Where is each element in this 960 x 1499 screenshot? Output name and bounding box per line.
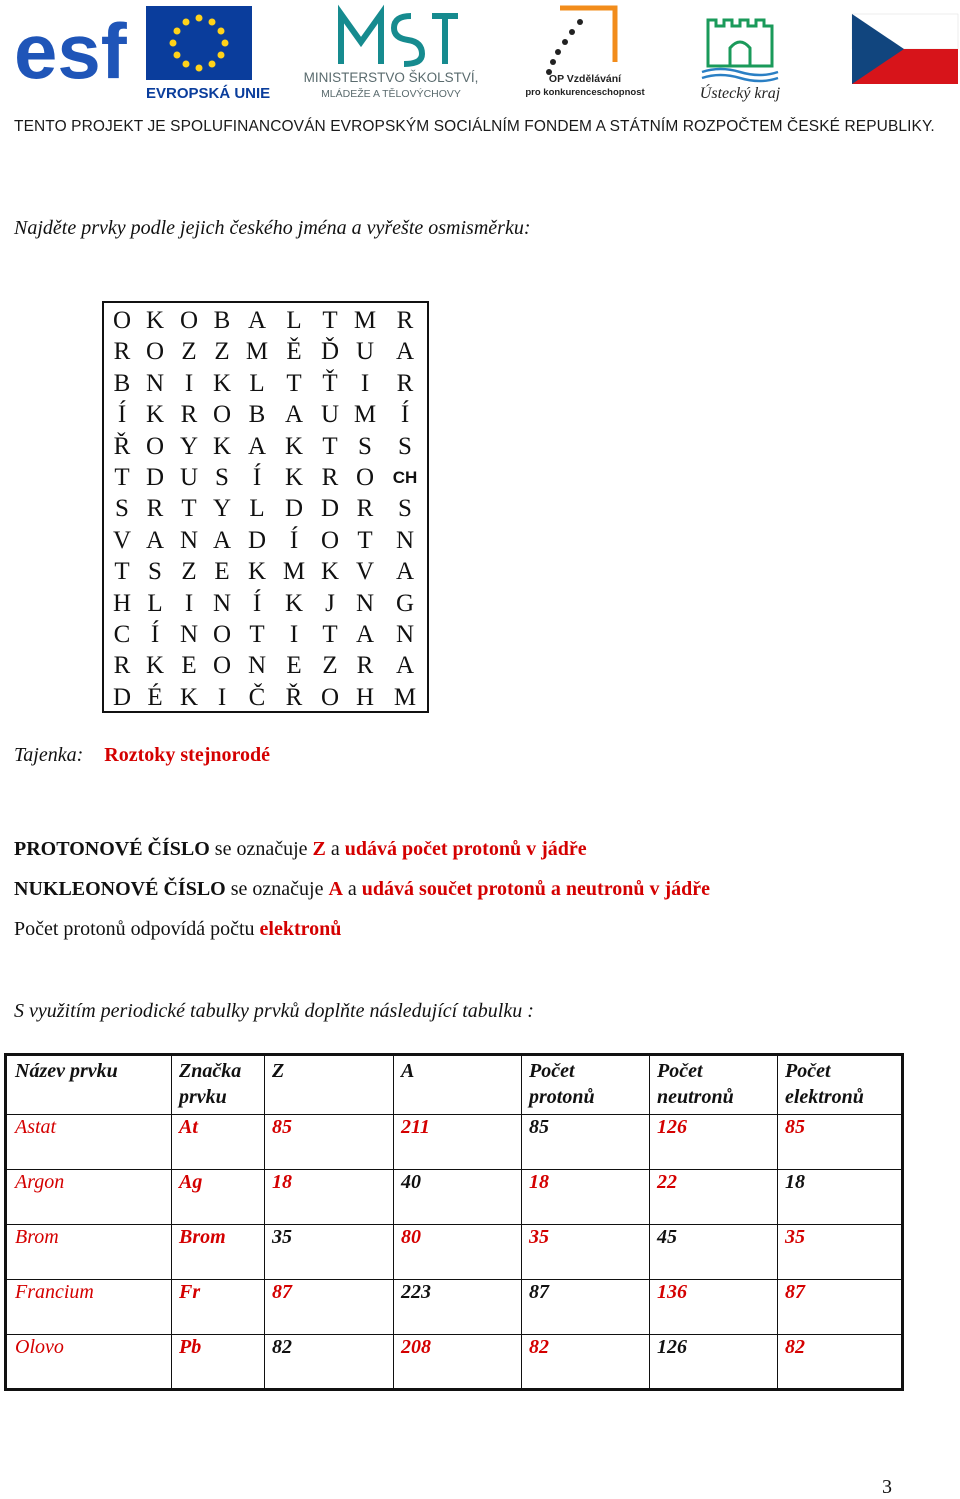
header-logos bbox=[0, 0, 960, 112]
grid-cell: O bbox=[355, 464, 375, 491]
grid-cell: Ě bbox=[286, 338, 302, 366]
table-header-line: Z bbox=[272, 1060, 285, 1082]
grid-cell: I bbox=[184, 369, 194, 397]
table-cell: 126 bbox=[657, 1116, 687, 1138]
op-dots-icon bbox=[546, 19, 583, 75]
grid-cell: R bbox=[356, 495, 374, 523]
table-header-line: Značka bbox=[179, 1060, 242, 1082]
table-col-divider bbox=[264, 1056, 265, 1388]
op-line2: pro konkurenceschopnost bbox=[525, 87, 645, 98]
table-cell: 87 bbox=[272, 1281, 292, 1303]
table-header bbox=[401, 1058, 414, 1084]
grid-cell: O bbox=[112, 307, 132, 334]
grid-cell: S bbox=[358, 432, 372, 460]
def2-term: NUKLEONOVÉ ČÍSLO bbox=[14, 878, 226, 900]
table-cell: 85 bbox=[272, 1116, 292, 1138]
grid-cell: O bbox=[145, 338, 165, 366]
grid-cell: R bbox=[396, 369, 414, 397]
grid-cell: B bbox=[213, 307, 231, 334]
grid-cell: V bbox=[112, 526, 132, 554]
table-cell: 82 bbox=[529, 1336, 549, 1358]
table-cell: 85 bbox=[529, 1116, 549, 1138]
grid-cell: Ď bbox=[320, 338, 340, 366]
grid-cell: O bbox=[212, 621, 232, 648]
table-element-name: Astat bbox=[15, 1116, 57, 1138]
table-cell: 35 bbox=[785, 1226, 805, 1248]
project-banner: TENTO PROJEKT JE SPOLUFINANCOVÁN EVROPSKÝM SOCIÁLNÍM FONDEM A STÁTNÍM ROZPOČTEM ČESKÉ REPUBLIKY. bbox=[14, 118, 935, 135]
grid-cell: R bbox=[396, 307, 414, 334]
grid-cell: I bbox=[217, 683, 227, 711]
grid-cell: A bbox=[395, 338, 415, 366]
waves-icon bbox=[702, 69, 778, 81]
grid-cell: Z bbox=[214, 338, 230, 366]
table-header bbox=[785, 1058, 864, 1110]
grid-cell: H bbox=[355, 683, 375, 711]
grid-cell: D bbox=[145, 464, 165, 491]
castle-icon bbox=[708, 20, 772, 66]
grid-cell: M bbox=[245, 338, 269, 366]
grid-cell: R bbox=[180, 401, 198, 429]
definition-electrons bbox=[14, 918, 341, 941]
grid-cell: L bbox=[249, 369, 265, 397]
grid-cell: O bbox=[212, 652, 232, 680]
grid-cell: O bbox=[212, 401, 232, 429]
grid-cell: A bbox=[355, 621, 375, 648]
table-header bbox=[15, 1058, 118, 1084]
tajenka-label: Tajenka: bbox=[14, 744, 84, 766]
table-cell: 82 bbox=[272, 1336, 292, 1358]
word-search-instruction: Najděte prvky podle jejich českého jména a vyřešte osmisměrku: bbox=[14, 217, 531, 239]
grid-cell: N bbox=[179, 621, 199, 648]
grid-cell: Í bbox=[252, 589, 262, 617]
grid-cell: D bbox=[320, 495, 340, 523]
table-header-line: A bbox=[401, 1060, 415, 1082]
grid-cell: A bbox=[145, 526, 165, 554]
grid-cell: L bbox=[286, 307, 302, 334]
grid-cell: M bbox=[353, 401, 377, 429]
grid-cell: O bbox=[179, 307, 199, 334]
grid-cell: E bbox=[181, 652, 197, 680]
def1-symbol: Z bbox=[312, 838, 326, 860]
czech-flag-icon bbox=[852, 14, 958, 84]
grid-cell: R bbox=[113, 338, 131, 366]
grid-cell: K bbox=[145, 652, 165, 680]
op-logo bbox=[520, 2, 650, 100]
grid-cell: M bbox=[353, 307, 377, 334]
grid-cell: S bbox=[148, 558, 162, 586]
table-row-divider bbox=[7, 1224, 901, 1225]
table-header bbox=[657, 1058, 734, 1110]
table-cell: 22 bbox=[657, 1171, 677, 1193]
grid-cell: A bbox=[212, 526, 232, 554]
grid-cell: T bbox=[322, 621, 338, 648]
grid-cell: N bbox=[247, 652, 267, 680]
grid-cell: N bbox=[355, 589, 375, 617]
grid-cell: Í bbox=[400, 401, 410, 429]
grid-cell: T bbox=[286, 369, 302, 397]
table-cell: 136 bbox=[657, 1281, 687, 1303]
table-header-line: Počet bbox=[785, 1060, 831, 1082]
grid-cell: U bbox=[179, 464, 199, 491]
table-header-line: neutronů bbox=[657, 1086, 734, 1108]
grid-cell: O bbox=[320, 526, 340, 554]
grid-cell: R bbox=[321, 464, 339, 491]
table-cell: 87 bbox=[529, 1281, 549, 1303]
table-header-line: elektronů bbox=[785, 1086, 864, 1108]
table-header-line: prvku bbox=[179, 1086, 227, 1108]
tajenka bbox=[14, 744, 270, 767]
grid-cell: Í bbox=[252, 464, 262, 491]
table-row-divider bbox=[7, 1334, 901, 1335]
grid-cell: Z bbox=[181, 338, 197, 366]
table-cell: 82 bbox=[785, 1336, 805, 1358]
def2-mid: se označuje bbox=[225, 878, 329, 900]
table-cell: 80 bbox=[401, 1226, 421, 1248]
grid-cell: K bbox=[320, 558, 340, 586]
grid-cell: L bbox=[249, 495, 265, 523]
table-cell: Fr bbox=[179, 1281, 201, 1303]
grid-cell: A bbox=[395, 558, 415, 586]
grid-cell: CH bbox=[392, 468, 418, 487]
table-cell: 18 bbox=[785, 1171, 805, 1193]
kraj-caption: Ústecký kraj bbox=[699, 85, 781, 102]
eu-caption: EVROPSKÁ UNIE bbox=[146, 85, 271, 102]
msmt-emblem-icon bbox=[341, 14, 458, 64]
grid-cell: É bbox=[147, 683, 163, 711]
table-cell: Brom bbox=[179, 1226, 226, 1248]
grid-cell: K bbox=[212, 369, 232, 397]
grid-cell: R bbox=[356, 652, 374, 680]
table-element-name: Brom bbox=[15, 1226, 59, 1248]
grid-cell: N bbox=[395, 621, 415, 648]
grid-cell: K bbox=[284, 432, 304, 460]
grid-cell: M bbox=[282, 558, 306, 586]
grid-cell: U bbox=[320, 401, 340, 429]
page-number: 3 bbox=[882, 1476, 892, 1498]
grid-cell: N bbox=[179, 526, 199, 554]
table-col-divider bbox=[393, 1056, 394, 1388]
grid-cell: K bbox=[284, 589, 304, 617]
grid-cell: S bbox=[115, 495, 129, 523]
grid-cell: D bbox=[112, 683, 132, 711]
table-cell: 35 bbox=[272, 1226, 292, 1248]
grid-cell: T bbox=[322, 432, 338, 460]
grid-cell: U bbox=[355, 338, 375, 366]
def1-term: PROTONOVÉ ČÍSLO bbox=[14, 838, 210, 860]
grid-cell: Č bbox=[248, 683, 266, 711]
grid-cell: S bbox=[215, 464, 229, 491]
op-line1: OP Vzdělávání bbox=[548, 73, 622, 85]
table-header bbox=[529, 1058, 595, 1110]
grid-cell: C bbox=[113, 621, 131, 648]
grid-cell: Ť bbox=[322, 369, 338, 397]
grid-cell: S bbox=[398, 495, 412, 523]
table-cell: At bbox=[179, 1116, 198, 1138]
grid-cell: Ř bbox=[285, 683, 303, 711]
table-element-name: Olovo bbox=[15, 1336, 64, 1358]
msmt-line1: MINISTERSTVO ŠKOLSTVÍ, bbox=[303, 70, 479, 85]
def3-text: Počet protonů odpovídá počtu bbox=[14, 918, 260, 940]
grid-cell: T bbox=[322, 307, 338, 334]
grid-cell: V bbox=[355, 558, 375, 586]
table-cell: 87 bbox=[785, 1281, 805, 1303]
grid-cell: A bbox=[395, 652, 415, 680]
table-col-divider bbox=[649, 1056, 650, 1388]
table-col-divider bbox=[171, 1056, 172, 1388]
table-cell: 211 bbox=[401, 1116, 430, 1138]
grid-cell: Í bbox=[289, 526, 299, 554]
table-row-divider bbox=[7, 1114, 901, 1115]
kraj-logo bbox=[690, 6, 790, 104]
table-header-line: Název prvku bbox=[15, 1060, 118, 1082]
esf-logo-text: esf bbox=[14, 7, 127, 95]
table-element-name: Francium bbox=[15, 1281, 94, 1303]
table-cell: 18 bbox=[272, 1171, 292, 1193]
grid-cell: O bbox=[145, 432, 165, 460]
grid-cell: B bbox=[248, 401, 266, 429]
grid-cell: N bbox=[212, 589, 232, 617]
def1-conj: a bbox=[325, 838, 345, 860]
grid-cell: H bbox=[112, 589, 132, 617]
grid-cell: K bbox=[247, 558, 267, 586]
grid-cell: R bbox=[146, 495, 164, 523]
table-cell: Pb bbox=[179, 1336, 202, 1358]
table-cell: 35 bbox=[529, 1226, 549, 1248]
grid-cell: I bbox=[289, 621, 299, 648]
grid-cell: K bbox=[145, 307, 165, 334]
grid-cell: B bbox=[113, 369, 131, 397]
table-cell: 40 bbox=[401, 1171, 421, 1193]
table-cell: 45 bbox=[657, 1226, 677, 1248]
tajenka-answer: Roztoky stejnorodé bbox=[104, 744, 270, 766]
grid-cell: D bbox=[284, 495, 304, 523]
grid-cell: K bbox=[145, 401, 165, 429]
grid-cell: D bbox=[247, 526, 267, 554]
table-header-line: protonů bbox=[529, 1086, 595, 1108]
def2-conj: a bbox=[342, 878, 362, 900]
table-cell: 126 bbox=[657, 1336, 687, 1358]
grid-cell: K bbox=[212, 432, 232, 460]
table-cell: 223 bbox=[401, 1281, 431, 1303]
table-cell: 208 bbox=[401, 1336, 431, 1358]
grid-cell: Z bbox=[181, 558, 197, 586]
grid-cell: Í bbox=[150, 621, 160, 648]
grid-cell: I bbox=[360, 369, 370, 397]
table-cell: 18 bbox=[529, 1171, 549, 1193]
definition-nucleon-number bbox=[14, 878, 710, 901]
grid-cell: A bbox=[284, 401, 304, 429]
table-element-name: Argon bbox=[15, 1171, 65, 1193]
grid-cell: O bbox=[320, 683, 340, 711]
msmt-logo bbox=[286, 2, 496, 100]
word-search-grid bbox=[102, 301, 429, 713]
msmt-line2: MLÁDEŽE A TĚLOVÝCHOVY bbox=[321, 88, 461, 100]
table-row-divider bbox=[7, 1169, 901, 1170]
grid-cell: S bbox=[398, 432, 412, 460]
grid-cell: Ř bbox=[113, 432, 131, 460]
table-col-divider bbox=[521, 1056, 522, 1388]
grid-cell: Y bbox=[179, 432, 199, 460]
esf-logo bbox=[12, 2, 271, 102]
grid-cell: Y bbox=[212, 495, 232, 523]
grid-cell: T bbox=[114, 464, 130, 491]
def3-highlight: elektronů bbox=[259, 918, 342, 940]
def1-mid: se označuje bbox=[209, 838, 313, 860]
grid-cell: G bbox=[395, 589, 415, 617]
table-header bbox=[179, 1058, 241, 1110]
elements-table bbox=[4, 1053, 904, 1391]
grid-cell: T bbox=[249, 621, 265, 648]
grid-cell: Í bbox=[117, 401, 127, 429]
grid-cell: T bbox=[181, 495, 197, 523]
grid-cell: L bbox=[147, 589, 163, 617]
grid-cell: E bbox=[214, 558, 230, 586]
def1-meaning: udává počet protonů v jádře bbox=[344, 838, 587, 860]
grid-cell: K bbox=[179, 683, 199, 711]
table-row-divider bbox=[7, 1279, 901, 1280]
grid-cell: M bbox=[393, 683, 417, 711]
grid-cell: K bbox=[284, 464, 304, 491]
grid-cell: I bbox=[184, 589, 194, 617]
table-cell: Ag bbox=[179, 1171, 203, 1193]
grid-cell: E bbox=[286, 652, 302, 680]
grid-cell: T bbox=[114, 558, 130, 586]
table-header-line: Počet bbox=[529, 1060, 575, 1082]
grid-cell: T bbox=[357, 526, 373, 554]
def2-symbol: A bbox=[328, 878, 343, 900]
grid-cell: Z bbox=[322, 652, 338, 680]
def2-meaning: udává součet protonů a neutronů v jádře bbox=[361, 878, 710, 900]
table-header-line: Počet bbox=[657, 1060, 703, 1082]
table-col-divider bbox=[777, 1056, 778, 1388]
grid-cell: N bbox=[145, 369, 165, 397]
grid-cell: J bbox=[325, 589, 335, 617]
grid-cell: R bbox=[113, 652, 131, 680]
op-frame-icon bbox=[560, 8, 615, 62]
grid-cell: N bbox=[395, 526, 415, 554]
grid-cell: A bbox=[247, 432, 267, 460]
definition-proton-number bbox=[14, 838, 587, 861]
grid-cell: A bbox=[247, 307, 267, 334]
table-instruction: S využitím periodické tabulky prvků doplňte následující tabulku : bbox=[14, 1000, 534, 1022]
table-header bbox=[272, 1058, 284, 1084]
table-cell: 85 bbox=[785, 1116, 805, 1138]
